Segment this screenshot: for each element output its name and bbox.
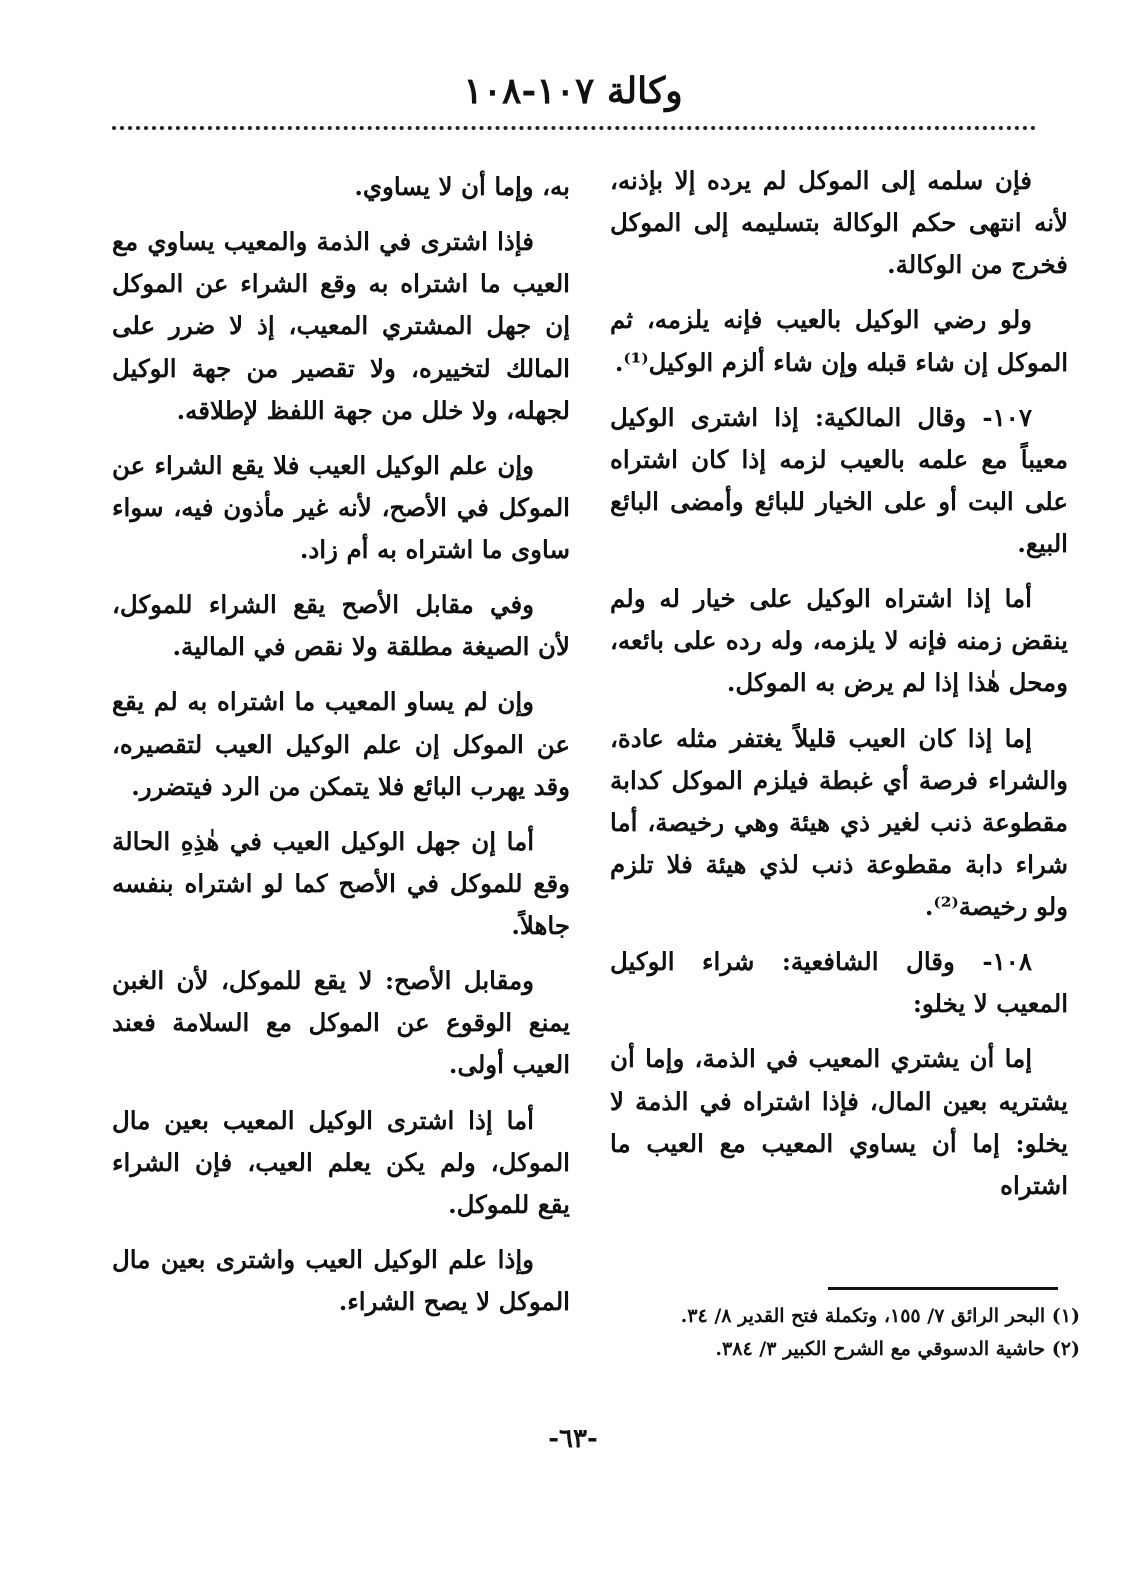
paragraph: وإن علم الوكيل العيب فلا يقع الشراء عن الموكل في الأصح، لأنه غير مأذون فيه، سواء ساوى ما اشتراه به أم زاد. — [112, 450, 570, 564]
footnotes — [610, 1300, 1080, 1367]
paragraph: به، وإما أن لا يساوي. — [354, 172, 570, 201]
header-dotted-divider — [112, 126, 1036, 130]
footnote-separator — [828, 1287, 1058, 1290]
left-text-column — [112, 166, 570, 1336]
footnote: (١) البحر الرائق ٧/ ١٥٥، وتكملة فتح القدير ٨/ ٣٤. — [680, 1305, 1080, 1327]
paragraph: فإن سلمه إلى الموكل لم يرده إلا بإذنه، لأنه انتهى حكم الوكالة بتسليمه إلى الموكل فخرج من الوكالة. — [610, 166, 1068, 280]
paragraph: وإذا علم الوكيل العيب واشترى بعين مال الموكل لا يصح الشراء. — [112, 1244, 570, 1316]
page-header-title: وكالة ١٠٧-١٠٨ — [463, 70, 683, 112]
paragraph: وإن لم يساو المعيب ما اشتراه به لم يقع عن الموكل إن علم الوكيل العيب لتقصيره، وقد يهرب البائع فلا يتمكن من الرد فيتضرر. — [112, 687, 570, 801]
paragraph: وفي مقابل الأصح يقع الشراء للموكل، لأن الصيغة مطلقة ولا نقص في المالية. — [112, 590, 570, 662]
paragraph: أما إن جهل الوكيل العيب في هٰذِهِ الحالة وقع للموكل في الأصح كما لو اشتراه بنفسه جاهلاً. — [112, 826, 570, 940]
paragraph: إما أن يشتري المعيب في الذمة، وإما أن يشتريه بعين المال، فإذا اشتراه في الذمة لا يخلو: إما أن يساوي المعيب مع العيب ما اشتراه — [610, 1044, 1068, 1200]
paragraph: ١٠٧- وقال المالكية: إذا اشترى الوكيل معيباً مع علمه بالعيب لزمه إذا كان اشتراه على البت أو على الخيار للبائع وأمضى البائع البيع. — [610, 402, 1068, 558]
footnote: (٢) حاشية الدسوقي مع الشرح الكبير ٣/ ٣٨٤. — [715, 1338, 1080, 1361]
paragraph: أما إذا اشتراه الوكيل على خيار له ولم ينقض زمنه فإنه لا يلزمه، وله رده على بائعه، ومحل هٰذا إذا لم يرض به الموكل. — [610, 584, 1068, 698]
paragraph: فإذا اشترى في الذمة والمعيب يساوي مع العيب ما اشتراه به وقع الشراء عن الموكل إن جهل المشتري المعيب، إذ لا ضرر على المالك لتخييره، ولا تقصير من جهة الوكيل لجهله، ولا خلل من جهة اللفظ لإطلاقه. — [112, 227, 570, 425]
paragraph: أما إذا اشترى الوكيل المعيب بعين مال الموكل، ولم يكن يعلم العيب، فإن الشراء يقع للموكل. — [112, 1105, 570, 1219]
page-number: -٦٣- — [548, 1424, 598, 1454]
paragraph: ومقابل الأصح: لا يقع للموكل، لأن الغبن يمنع الوقوع عن الموكل مع السلامة فعند العيب أولى. — [112, 966, 570, 1080]
paragraph: ١٠٨- وقال الشافعية: شراء الوكيل المعيب لا يخلو: — [610, 947, 1068, 1019]
paragraph: إما إذا كان العيب قليلاً يغتفر مثله عادة، والشراء فرصة أي غبطة فيلزم الموكل كدابة مقطوعة ذنب لغير ذي هيئة وهي رخيصة، أما شراء دابة مقطوعة ذنب لذي هيئة فلا تلزم ولو رخيصة⁽²⁾. — [610, 723, 1068, 921]
right-text-column — [610, 160, 1068, 1220]
paragraph: ولو رضي الوكيل بالعيب فإنه يلزمه، ثم الموكل إن شاء قبله وإن شاء ألزم الوكيل⁽¹⁾. — [610, 305, 1068, 377]
